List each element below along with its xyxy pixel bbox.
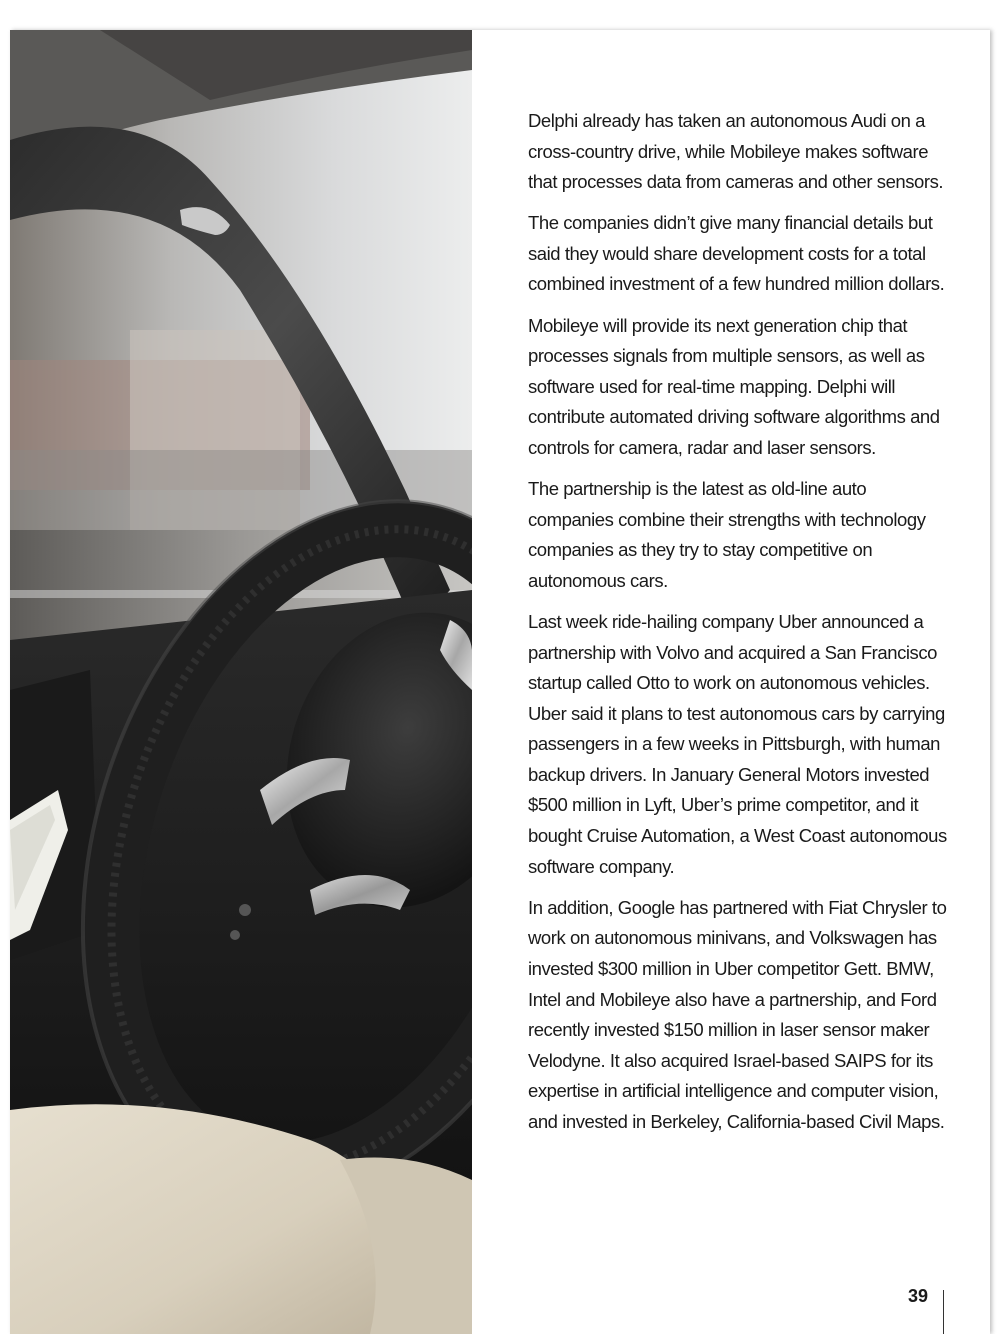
article-body: [528, 106, 948, 1148]
article-paragraph: In addition, Google has partnered with Fiat Chrysler to work on autonomous minivans, and Volkswagen has invested $300 million in Uber competitor Gett. BMW, Intel and Mobileye also have a partnership, and Ford recently invested $150 million in laser sensor maker Velodyne. It also acquired Israel-based SAIPS for its expertise in artificial intelligence and computer vision, and invested in Berkeley, California-based Civil Maps.: [528, 896, 947, 1132]
article-paragraph: Mobileye will provide its next generation chip that processes signals from multiple sensors, as well as software used for real-time mapping. Delphi will contribute automated driving software algorithms and controls for camera, radar and laser sensors.: [528, 314, 940, 458]
article-paragraph: The partnership is the latest as old-line auto companies combine their strengths with technology companies as they try to stay competitive on autonomous cars.: [528, 478, 926, 591]
page-number-divider: [943, 1290, 944, 1334]
article-paragraph: The companies didn’t give many financial details but said they would share development costs for a total combined investment of a few hundred million dollars.: [528, 212, 945, 295]
article-paragraph: Last week ride-hailing company Uber announced a partnership with Volvo and acquired a San Francisco startup called Otto to work on autonomous vehicles. Uber said it plans to test autonomous cars by carrying passengers in a few weeks in Pittsburgh, with human backup drivers. In January General Motors invested $500 million in Lyft, Uber’s prime competitor, and it bought Cruise Automation, a West Coast autonomous software company.: [528, 610, 947, 877]
page-number: 39: [908, 1286, 929, 1306]
magazine-page: [10, 30, 990, 1334]
car-interior-photo: [10, 30, 472, 1334]
article-paragraph: Delphi already has taken an autonomous Audi on a cross-country drive, while Mobileye makes software that processes data from cameras and other sensors.: [528, 110, 944, 193]
